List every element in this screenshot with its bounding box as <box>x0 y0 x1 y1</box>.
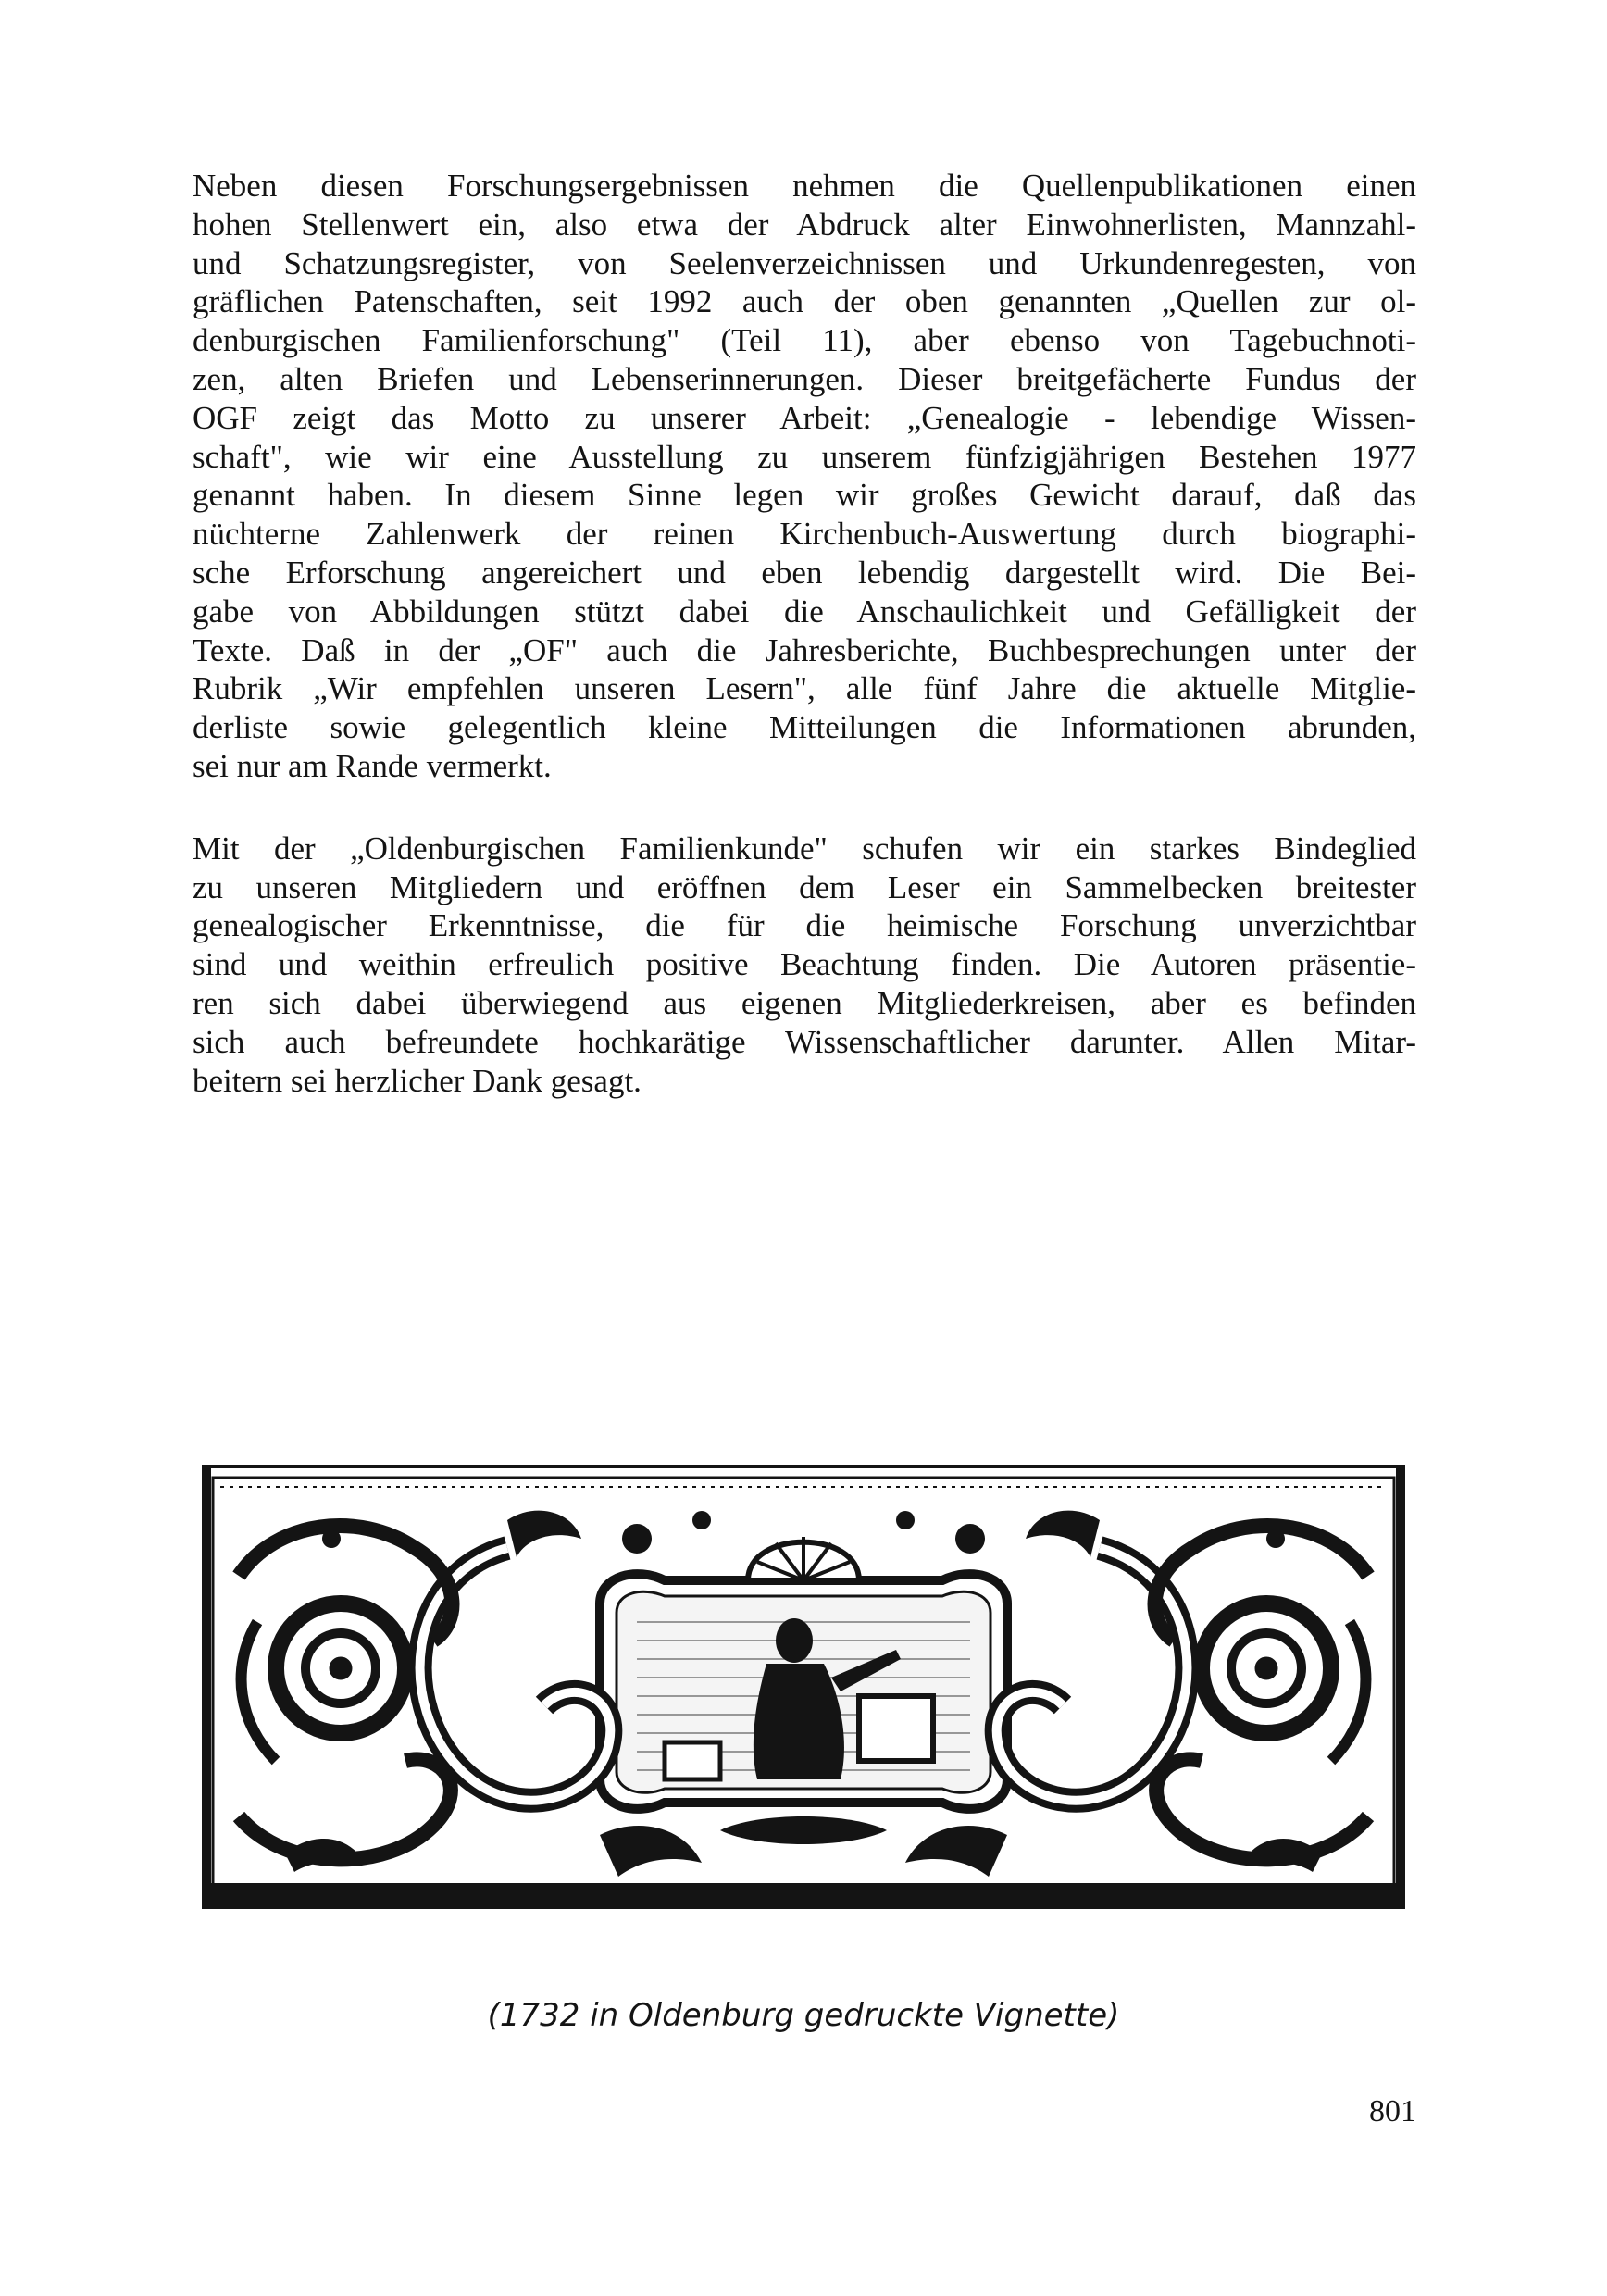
text-line: derliste sowie gelegentlich kleine Mitteilungen die Informationen abrunden, <box>193 709 1416 746</box>
central-cartouche <box>600 1537 1007 1809</box>
figure-caption: (1732 in Oldenburg gedruckte Vignette) <box>487 1997 1120 2034</box>
text-line: denburgischen Familienforschung" (Teil 11), aber ebenso von Tagebuchnoti- <box>193 322 1416 359</box>
frame-right-band <box>1396 1466 1403 1907</box>
paragraph-1 <box>193 167 1416 786</box>
ornamental-vignette <box>202 1465 1405 1909</box>
text-line: und Schatzungsregister, von Seelenverzeichnissen und Urkundenregesten, von <box>193 244 1416 281</box>
body-text <box>193 167 1416 1100</box>
text-line: Mit der „Oldenburgischen Familienkunde" schufen wir ein starkes Bindeglied <box>193 830 1416 867</box>
vignette-illustration <box>202 1465 1405 1909</box>
text-line: sche Erforschung angereichert und eben lebendig dargestellt wird. Die Bei- <box>193 554 1416 591</box>
text-line: gräflichen Patenschaften, seit 1992 auch der oben genannten „Quellen zur ol- <box>193 283 1416 320</box>
text-line: hohen Stellenwert ein, also etwa der Abdruck alter Einwohnerlisten, Mannzahl- <box>193 206 1416 243</box>
text-line: sei nur am Rande vermerkt. <box>193 747 552 784</box>
text-line: Neben diesen Forschungsergebnissen nehmen die Quellenpublikationen einen <box>193 168 1416 204</box>
text-line: schaft", wie wir eine Ausstellung zu unserem fünfzigjährigen Bestehen 1977 <box>193 438 1416 475</box>
text-line: sich auch befreundete hochkarätige Wissenschaftlicher darunter. Allen Mitar- <box>193 1023 1416 1060</box>
text-line: ren sich dabei überwiegend aus eigenen Mitgliederkreisen, aber es befinden <box>193 984 1416 1021</box>
text-line: sind und weithin erfreulich positive Beachtung finden. Die Autoren präsentie- <box>193 946 1416 983</box>
page-number: 801 <box>1369 2094 1416 2128</box>
text-line: genannt haben. In diesem Sinne legen wir großes Gewicht darauf, daß das <box>193 477 1416 514</box>
frame-bottom-band <box>204 1883 1403 1907</box>
text-line: OGF zeigt das Motto zu unserer Arbeit: „Genealogie - lebendige Wissen- <box>193 399 1416 436</box>
text-line: Rubrik „Wir empfehlen unseren Lesern", alle fünf Jahre die aktuelle Mitglie- <box>193 670 1416 707</box>
text-line: gabe von Abbildungen stützt dabei die Anschaulichkeit und Gefälligkeit der <box>193 593 1416 630</box>
text-line: beitern sei herzlicher Dank gesagt. <box>193 1062 642 1099</box>
text-line: nüchterne Zahlenwerk der reinen Kirchenbuch-Auswertung durch biographi- <box>193 516 1416 553</box>
text-line: genealogischer Erkenntnisse, die für die heimische Forschung unverzichtbar <box>193 907 1416 944</box>
text-line: Texte. Daß in der „OF" auch die Jahresberichte, Buchbesprechungen unter der <box>193 631 1416 668</box>
paragraph-2 <box>193 830 1416 1101</box>
frame-left-band <box>204 1466 211 1907</box>
text-line: zen, alten Briefen und Lebenserinnerungen. Dieser breitgefächerte Fundus der <box>193 360 1416 397</box>
text-line: zu unseren Mitgliedern und eröffnen dem Leser ein Sammelbecken breitester <box>193 868 1416 905</box>
